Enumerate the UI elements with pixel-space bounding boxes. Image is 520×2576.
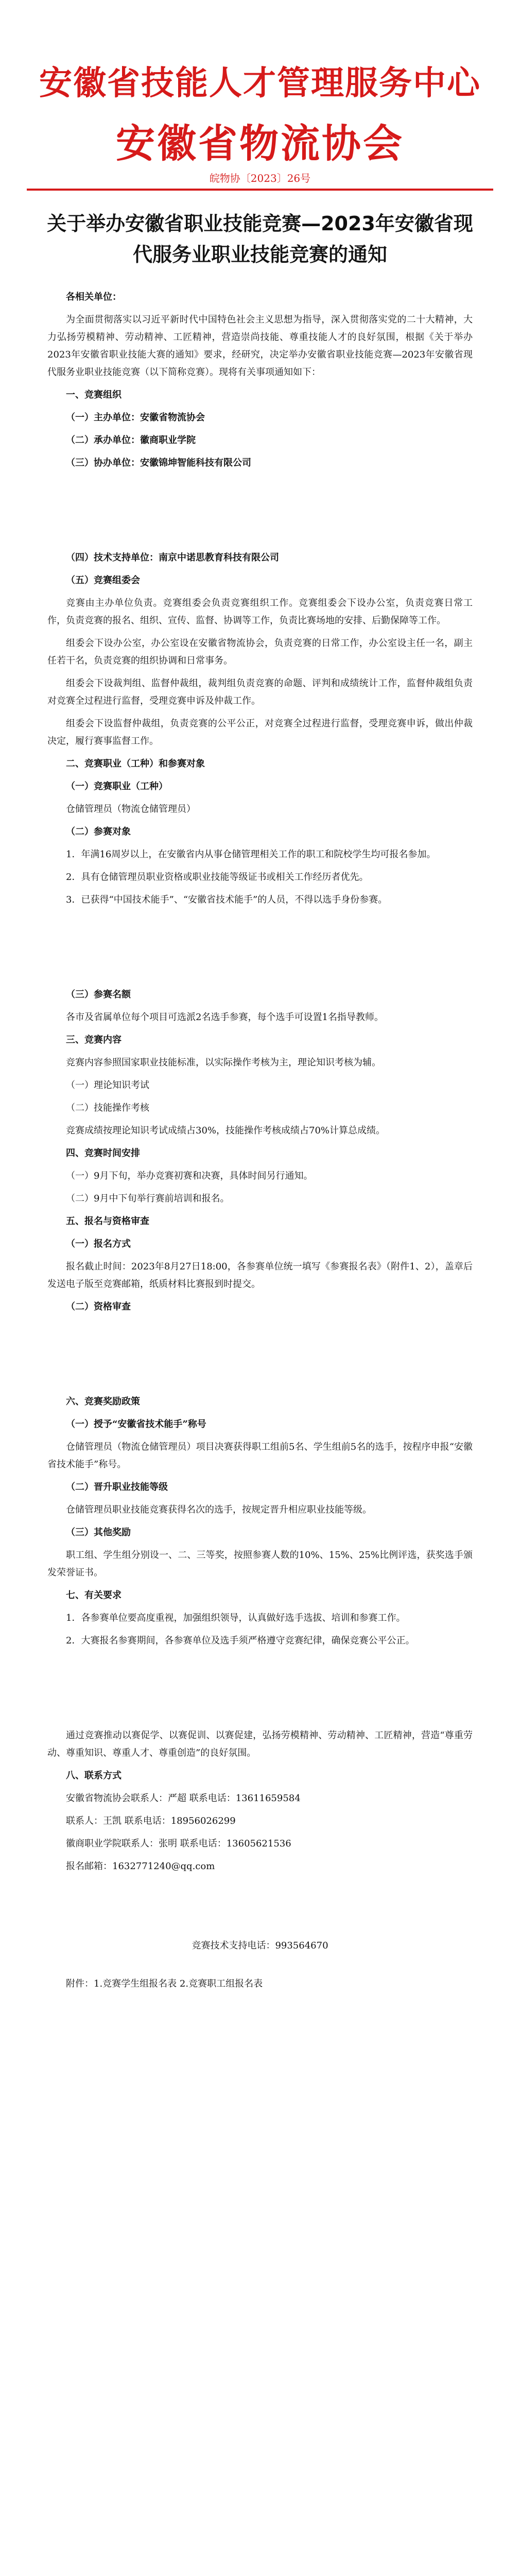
paragraph: 仓储管理员（物流仓储管理员）项目决赛获得职工组前5名、学生组前5名的选手，按程序申报“安徽省技术能手”称号。 [47,1442,473,1470]
paragraph: 3．已获得“中国技术能手”、“安徽省技术能手”的人员，不得以选手身份参赛。 [66,894,388,905]
section-heading: 八、联系方式 [66,1770,122,1781]
paragraph: 竞赛内容参照国家职业技能标准，以实际操作考核为主，理论知识考核为辅。 [66,1057,381,1068]
section-heading: 四、竞赛时间安排 [66,1148,140,1159]
paragraph: 2．具有仓储管理员职业资格或职业技能等级证书或相关工作经历者优先。 [66,872,369,883]
tech-support: 竞赛技术支持电话：993564670 [192,1940,328,1951]
section-heading: 三、竞赛内容 [66,1035,122,1045]
paragraph: 竞赛成绩按理论知识考试成绩占30%，技能操作考核成绩占70%计算总成绩。 [66,1125,386,1136]
paragraph: 组委会下设裁判组、监督仲裁组，裁判组负责竞赛的命题、评判和成绩统计工作，监督仲裁组负责对竞赛全过程进行监督，受理竞赛申诉及仲裁工作。 [47,678,473,706]
contact-line: 报名邮箱：1632771240@qq.com [66,1861,215,1872]
paragraph: 2．大赛报名参赛期间，各参赛单位及选手须严格遵守竞赛纪律，确保竞赛公平公正。 [66,1635,415,1646]
attachments: 附件：1.竞赛学生组报名表 2.竞赛职工组报名表 [66,1978,263,1989]
paragraph: 仓储管理员（物流仓储管理员） [66,804,196,815]
paragraph: 1．年满16周岁以上，在安徽省内从事仓储管理相关工作的职工和院校学生均可报名参加。 [66,849,436,860]
subheading: （三）其他奖励 [66,1527,131,1538]
section-heading: 七、有关要求 [66,1590,122,1601]
paragraph: （一）理论知识考试 [66,1080,149,1091]
section-heading: 一、竞赛组织 [66,389,122,400]
subheading: （二）资格审查 [66,1301,131,1312]
section-heading: 六、竞赛奖励政策 [66,1396,140,1407]
paragraph: 通过竞赛推动以赛促学、以赛促训、以赛促建，弘扬劳模精神、劳动精神、工匠精神，营造“尊重劳动、尊重知识、尊重人才、尊重创造”的良好氛围。 [47,1730,473,1758]
red-divider [27,189,493,191]
subheading: （一）报名方式 [66,1239,131,1249]
section-heading: 二、竞赛职业（工种）和参赛对象 [66,758,205,769]
subheading: （一）竞赛职业（工种） [66,781,168,792]
paragraph: 1．各参赛单位要高度重视，加强组织领导，认真做好选手选拔、培训和参赛工作。 [66,1613,406,1623]
paragraph: （二）技能操作考核 [66,1103,149,1113]
org-line: （二）承办单位：徽商职业学院 [66,435,196,446]
issuer-org-1: 安徽省技能人才管理服务中心 [39,64,481,103]
contact-line: 徽商职业学院联系人：张明 联系电话：13605621536 [66,1838,291,1849]
section-heading: 五、报名与资格审查 [66,1216,149,1227]
contact-line: 安徽省物流协会联系人：严超 联系电话：13611659584 [66,1793,301,1804]
subheading: （一）授予“安徽省技术能手”称号 [66,1419,206,1430]
subheading: （二）晋升职业技能等级 [66,1482,168,1493]
org-line: （三）协办单位：安徽锦坤智能科技有限公司 [66,457,251,468]
paragraph: （二）9月中下旬举行赛前培训和报名。 [66,1193,230,1204]
document-title: 关于举办安徽省职业技能竞赛—2023年安徽省现代服务业职业技能竞赛的通知 [47,212,473,266]
paragraph: 职工组、学生组分别设一、二、三等奖，按照参赛人数的10%、15%、25%比例评选，获奖选手颁发荣誉证书。 [47,1550,473,1578]
paragraph: 报名截止时间：2023年8月27日18:00，各参赛单位统一填写《参赛报名表》（附件1、2），盖章后发送电子版至竞赛邮箱，纸质材料比赛报到时提交。 [47,1261,473,1290]
document-header [0,57,520,168]
paragraph: （一）9月下旬，举办竞赛初赛和决赛，具体时间另行通知。 [66,1171,313,1181]
paragraph: 竞赛由主办单位负责。竞赛组委会负责竞赛组织工作。竞赛组委会下设办公室，负责竞赛日常工作，负责竞赛的报名、组织、宣传、监督、协调等工作，负责比赛场地的安排、后勤保障等工作。 [47,598,473,626]
paragraph: 各市及省属单位每个项目可选派2名选手参赛，每个选手可设置1名指导教师。 [66,1012,384,1023]
org-line: （四）技术支持单位：南京中诺思教育科技有限公司 [66,552,279,563]
intro-paragraph: 为全面贯彻落实以习近平新时代中国特色社会主义思想为指导，深入贯彻落实党的二十大精神，大力弘扬劳模精神、劳动精神、工匠精神，营造崇尚技能、尊重技能人才的良好氛围，根据《关于举办2023年安徽省职业技能大赛的通知》要求，经研究，决定举办安徽省职业技能竞赛—2023年安徽省现代服务业职业技能竞赛（以下简称竞赛）。现将有关事项通知如下： [47,314,473,378]
paragraph: 仓储管理员职业技能竞赛获得名次的选手，按规定晋升相应职业技能等级。 [66,1504,372,1515]
document-number: 皖物协〔2023〕26号 [209,172,311,184]
paragraph: 组委会下设办公室，办公室设在安徽省物流协会，负责竞赛的日常工作，办公室设主任一名，副主任若干名，负责竞赛的组织协调和日常事务。 [47,638,473,666]
salutation: 各相关单位： [66,292,122,302]
subheading: （三）参赛名额 [66,989,131,1000]
org-line: （一）主办单位：安徽省物流协会 [66,412,205,423]
document-body [47,289,473,1998]
subheading: （二）参赛对象 [66,826,131,837]
contact-line: 联系人：王凯 联系电话：18956026299 [66,1816,236,1826]
paragraph: 组委会下设监督仲裁组，负责竞赛的公平公正，对竞赛全过程进行监督，受理竞赛申诉，做出仲裁决定，履行赛事监督工作。 [47,718,473,747]
issuer-org-2: 安徽省物流协会 [116,121,404,166]
org-line: （五）竞赛组委会 [66,575,140,586]
